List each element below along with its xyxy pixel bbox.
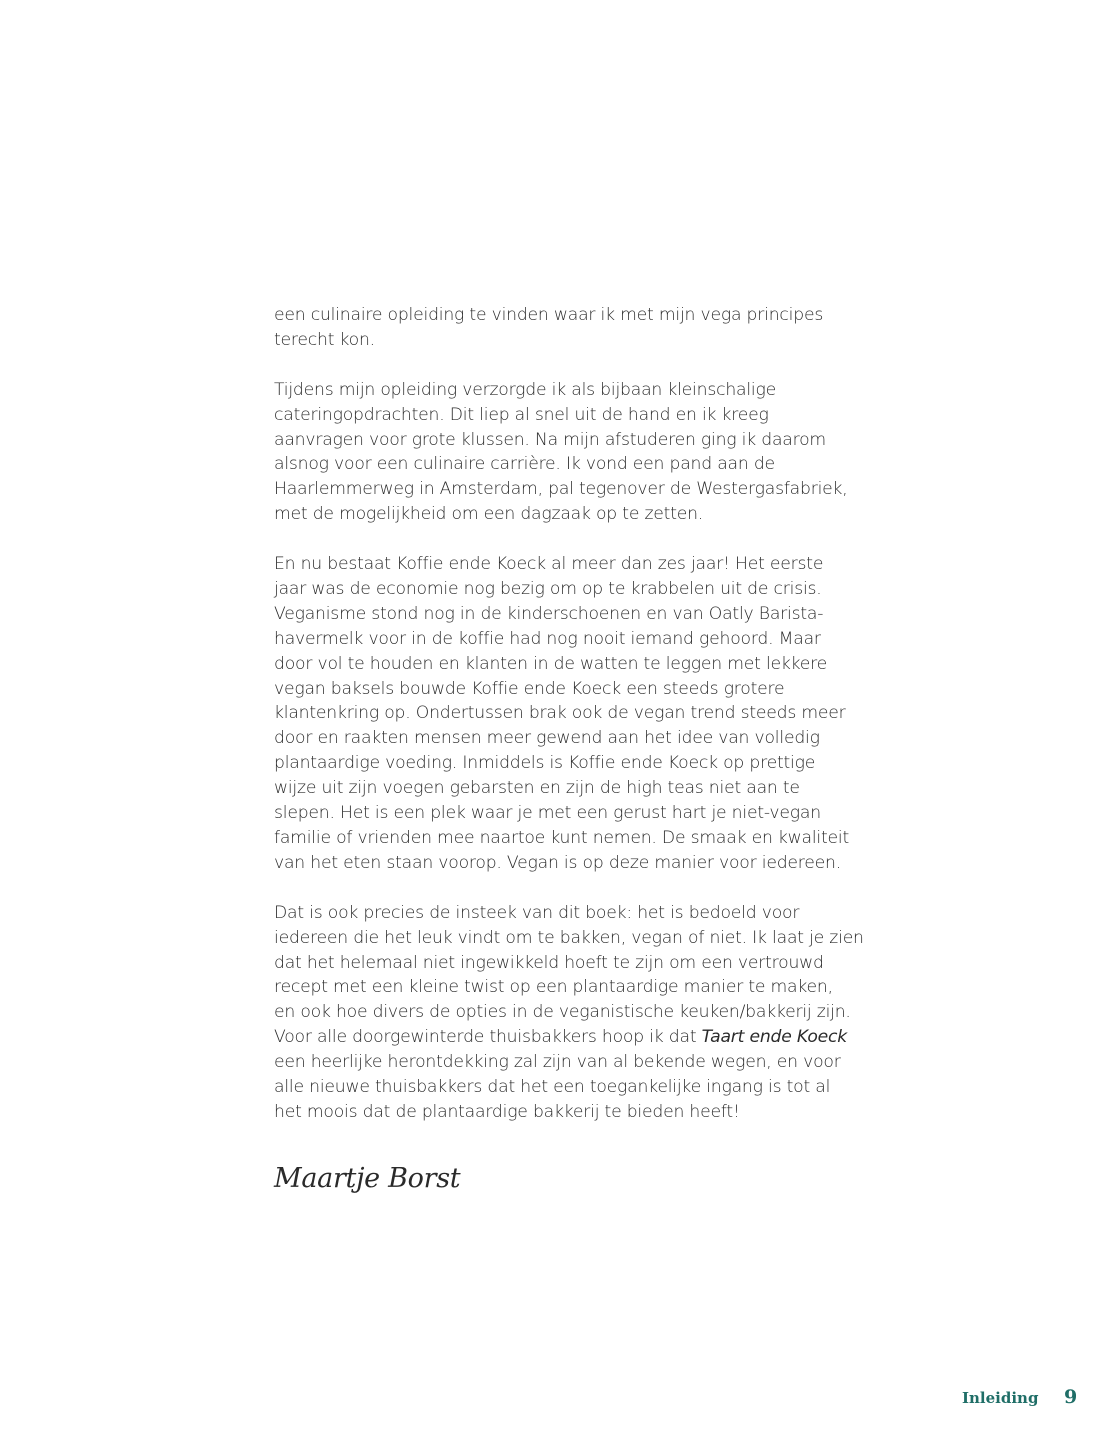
text-line: dat het helemaal niet ingewikkeld hoeft te zijn om een vertrouwd bbox=[274, 952, 824, 973]
footer-section-title: Inleiding bbox=[962, 1389, 1039, 1407]
text-line: een culinaire opleiding te vinden waar ik met mijn vega principes bbox=[274, 305, 824, 325]
text-line-with-book-title bbox=[274, 1025, 879, 1050]
text-line: van het eten staan voorop. Vegan is op deze manier voor iedereen. bbox=[274, 852, 841, 873]
text-line: terecht kon. bbox=[274, 329, 375, 350]
text-line: slepen. Het is een plek waar je met een gerust hart je niet-vegan bbox=[274, 803, 821, 824]
text-line: Veganisme stond nog in de kinderschoenen en van Oatly Barista- bbox=[274, 603, 824, 624]
body-text bbox=[274, 303, 879, 1150]
text-line: Haarlemmerweg in Amsterdam, pal tegenover de Westergasfabriek, bbox=[274, 479, 848, 500]
text-fragment: Voor alle doorgewinterde thuisbakkers hoop ik dat bbox=[274, 1027, 702, 1048]
text-line: vegan baksels bouwde Koffie ende Koeck een steeds grotere bbox=[274, 678, 785, 699]
text-line: wijze uit zijn voegen gebarsten en zijn de high teas niet aan te bbox=[274, 778, 800, 799]
text-line: havermelk voor in de koffie had nog nooit iemand gehoord. Maar bbox=[274, 628, 821, 649]
text-line: het moois dat de plantaardige bakkerij te bieden heeft! bbox=[274, 1101, 740, 1122]
text-line: En nu bestaat Koffie ende Koeck al meer dan zes jaar! Het eerste bbox=[274, 554, 824, 575]
text-line: alle nieuwe thuisbakkers dat het een toegankelijke ingang is tot al bbox=[274, 1077, 831, 1098]
text-line: familie of vrienden mee naartoe kunt nemen. De smaak en kwaliteit bbox=[274, 828, 850, 848]
text-line: Tijdens mijn opleiding verzorgde ik als bijbaan kleinschalige bbox=[274, 379, 776, 400]
page-number: 9 bbox=[1064, 1386, 1078, 1408]
text-line: plantaardige voeding. Inmiddels is Koffie ende Koeck op prettige bbox=[274, 753, 816, 774]
paragraph-4 bbox=[274, 901, 879, 1125]
paragraph-2 bbox=[274, 378, 879, 527]
text-line: klantenkring op. Ondertussen brak ook de vegan trend steeds meer bbox=[274, 703, 846, 724]
text-line: alsnog voor een culinaire carrière. Ik vond een pand aan de bbox=[274, 454, 775, 475]
text-line: door vol te houden en klanten in de watten te leggen met lekkere bbox=[274, 653, 828, 674]
text-line: recept met een kleine twist op een plantaardige manier te maken, bbox=[274, 977, 833, 998]
book-title: Taart ende Koeck bbox=[701, 1027, 848, 1048]
text-line: iedereen die het leuk vindt om te bakken, vegan of niet. Ik laat je zien bbox=[274, 927, 864, 948]
text-line: Dat is ook precies de insteek van dit boek: het is bedoeld voor bbox=[274, 902, 800, 923]
text-line: cateringopdrachten. Dit liep al snel uit de hand en ik kreeg bbox=[274, 404, 769, 425]
paragraph-1 bbox=[274, 303, 879, 353]
text-line: aanvragen voor grote klussen. Na mijn afstuderen ging ik daarom bbox=[274, 429, 826, 450]
paragraph-3 bbox=[274, 552, 879, 876]
text-line: en ook hoe divers de opties in de veganistische keuken/bakkerij zijn. bbox=[274, 1002, 851, 1023]
text-line: met de mogelijkheid om een dagzaak op te zetten. bbox=[274, 504, 704, 525]
text-line: door en raakten mensen meer gewend aan het idee van volledig bbox=[274, 728, 820, 749]
text-line: jaar was de economie nog bezig om op te krabbelen uit de crisis. bbox=[274, 578, 822, 599]
text-line: een heerlijke herontdekking zal zijn van al bekende wegen, en voor bbox=[274, 1052, 841, 1073]
author-signature: Maartje Borst bbox=[274, 1163, 461, 1194]
